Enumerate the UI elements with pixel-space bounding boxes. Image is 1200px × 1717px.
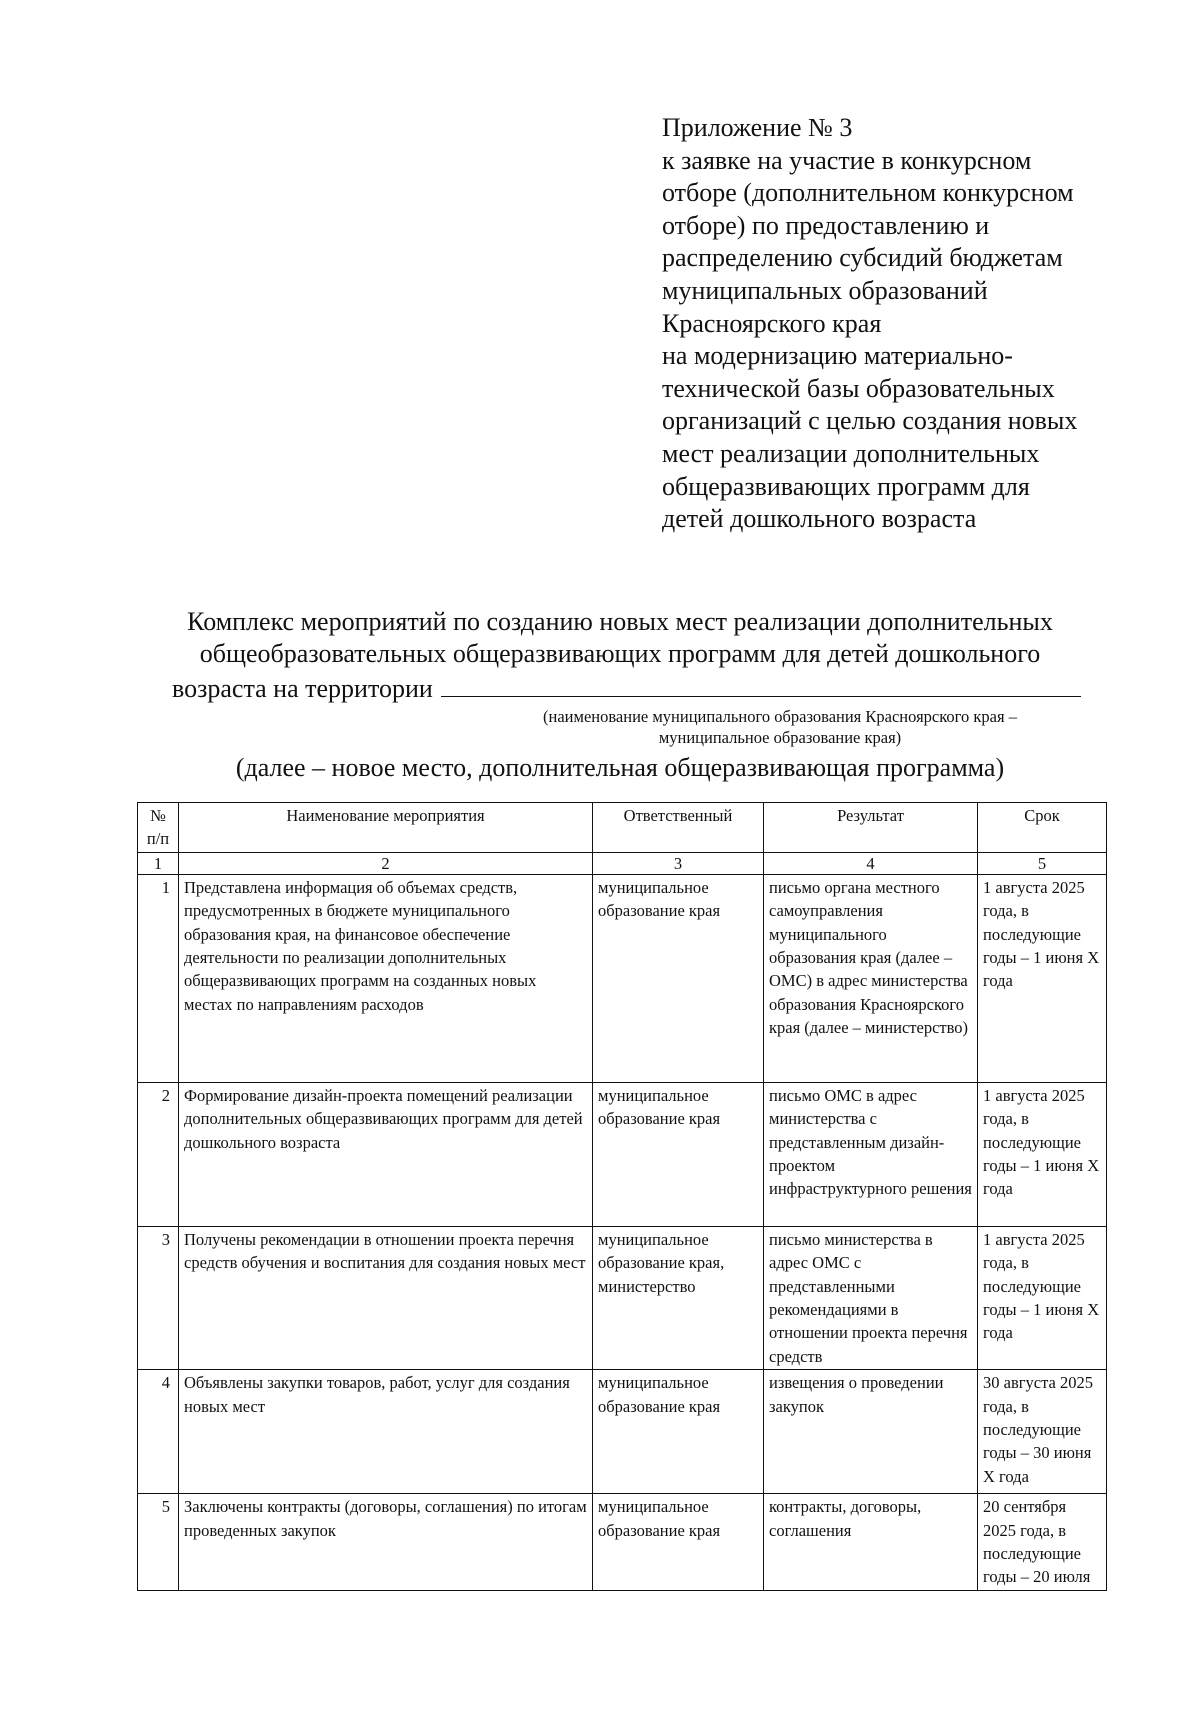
appendix-line: к заявке на участие в конкурсном xyxy=(662,145,1032,175)
appendix-line: организаций с целью создания новых xyxy=(662,406,1078,436)
title-line-territory xyxy=(130,670,1110,705)
appendix-line: Приложение № 3 xyxy=(662,113,853,142)
appendix-line: технической базы образовательных xyxy=(662,373,1055,403)
appendix-line: мест реализации дополнительных xyxy=(662,438,1040,468)
appendix-line: отборе (дополнительном конкурсном xyxy=(662,178,1074,208)
result-cell: письмо министерства в адрес ОМС с представленными рекомендациями в отношении проекта перечня средств xyxy=(764,1226,978,1369)
territory-blank-field xyxy=(441,670,1081,697)
blank-field-caption xyxy=(470,706,1090,748)
title-line: общеобразовательных общеразвивающих программ для детей дошкольного xyxy=(199,639,1041,668)
caption-line: муниципальное образование края) xyxy=(658,728,902,747)
event-name-cell: Представлена информация об объемах средств, предусмотренных в бюджете муниципального образования края, на финансовое обеспечение деятельности по реализации дополнительных общеразвивающих программ на созданных новых местах по направлениям расходов xyxy=(179,874,593,1082)
row-number: 3 xyxy=(138,1226,179,1369)
event-name-cell: Формирование дизайн-проекта помещений реализации дополнительных общеразвивающих программ для детей дошкольного возраста xyxy=(179,1082,593,1226)
appendix-line: на модернизацию материально- xyxy=(662,341,1013,371)
deadline-cell: 20 сентября 2025 года, в последующие годы – 20 июля xyxy=(978,1494,1107,1591)
column-number: 5 xyxy=(978,852,1107,874)
deadline-cell: 1 августа 2025 года, в последующие годы – 1 июня Х года xyxy=(978,874,1107,1082)
deadline-cell: 30 августа 2025 года, в последующие годы – 30 июня Х года xyxy=(978,1370,1107,1494)
column-number: 2 xyxy=(179,852,593,874)
result-cell: письмо органа местного самоуправления муниципального образования края (далее – ОМС) в адрес министерства образования Красноярского края (далее – министерство) xyxy=(764,874,978,1082)
responsible-cell: муниципальное образование края xyxy=(593,1494,764,1591)
row-number: 2 xyxy=(138,1082,179,1226)
table-row xyxy=(138,1226,1107,1369)
event-name-cell: Получены рекомендации в отношении проекта перечня средств обучения и воспитания для создания новых мест xyxy=(179,1226,593,1369)
appendix-line: распределению субсидий бюджетам xyxy=(662,243,1063,273)
appendix-header xyxy=(662,112,1162,536)
responsible-cell: муниципальное образование края, министерство xyxy=(593,1226,764,1369)
table-row xyxy=(138,1370,1107,1494)
event-name-cell: Объявлены закупки товаров, работ, услуг для создания новых мест xyxy=(179,1370,593,1494)
table-row xyxy=(138,874,1107,1082)
column-number: 1 xyxy=(138,852,179,874)
events-table xyxy=(137,802,1107,1591)
document-subtitle: (далее – новое место, дополнительная общеразвивающая программа) xyxy=(235,753,1005,782)
column-number-row xyxy=(138,852,1107,874)
result-cell: извещения о проведении закупок xyxy=(764,1370,978,1494)
header-responsible: Ответственный xyxy=(593,803,764,853)
appendix-line: общеразвивающих программ для xyxy=(662,471,1030,501)
row-number: 1 xyxy=(138,874,179,1082)
title-line: Комплекс мероприятий по созданию новых мест реализации дополнительных xyxy=(187,607,1053,636)
header-deadline: Срок xyxy=(978,803,1107,853)
column-number: 4 xyxy=(764,852,978,874)
header-event-name: Наименование мероприятия xyxy=(179,803,593,853)
responsible-cell: муниципальное образование края xyxy=(593,1370,764,1494)
header-result: Результат xyxy=(764,803,978,853)
deadline-cell: 1 августа 2025 года, в последующие годы – 1 июня Х года xyxy=(978,1226,1107,1369)
table-row xyxy=(138,1082,1107,1226)
row-number: 5 xyxy=(138,1494,179,1591)
row-number: 4 xyxy=(138,1370,179,1494)
table-header-row xyxy=(138,803,1107,853)
deadline-cell: 1 августа 2025 года, в последующие годы – 1 июня Х года xyxy=(978,1082,1107,1226)
appendix-line: Красноярского края xyxy=(662,308,882,338)
appendix-line: муниципальных образований xyxy=(662,275,988,305)
document-title xyxy=(130,606,1110,705)
table-row xyxy=(138,1494,1107,1591)
appendix-line: детей дошкольного возраста xyxy=(662,504,977,534)
appendix-line: отборе) по предоставлению и xyxy=(662,210,990,240)
caption-line: (наименование муниципального образования Красноярского края – xyxy=(543,707,1017,726)
responsible-cell: муниципальное образование края xyxy=(593,874,764,1082)
column-number: 3 xyxy=(593,852,764,874)
event-name-cell: Заключены контракты (договоры, соглашения) по итогам проведенных закупок xyxy=(179,1494,593,1591)
responsible-cell: муниципальное образование края xyxy=(593,1082,764,1226)
header-number: № п/п xyxy=(138,803,179,853)
title-line: возраста на территории xyxy=(172,674,433,703)
result-cell: контракты, договоры, соглашения xyxy=(764,1494,978,1591)
result-cell: письмо ОМС в адрес министерства с представленным дизайн-проектом инфраструктурного решения xyxy=(764,1082,978,1226)
